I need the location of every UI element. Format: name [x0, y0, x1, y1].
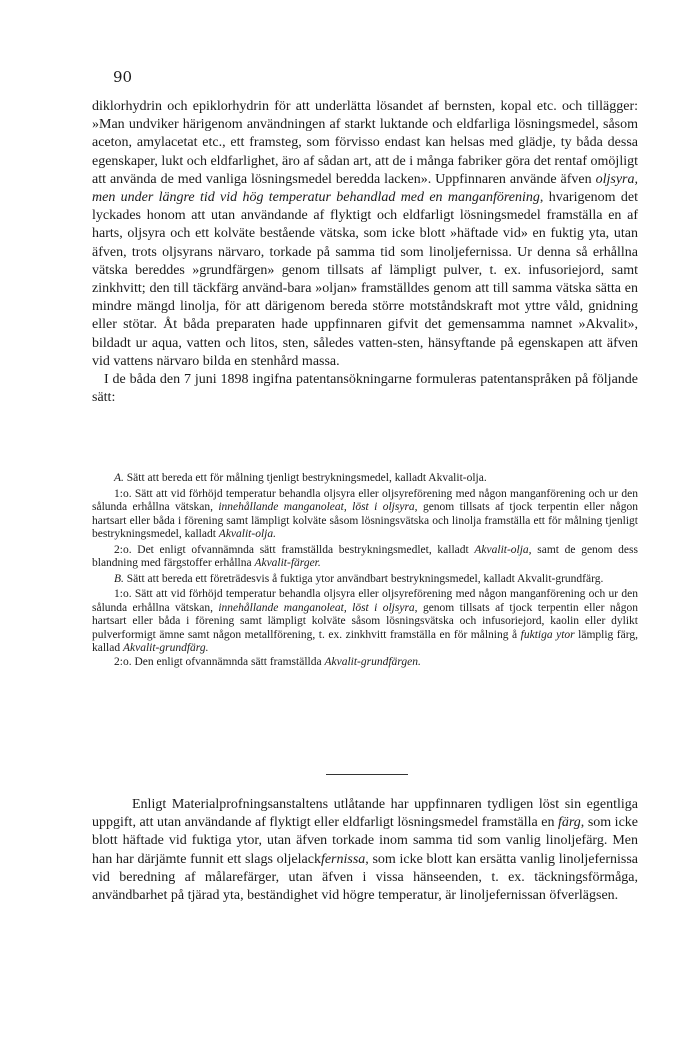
paragraph-closing: Enligt Materialprofningsanstaltens utlåtande har uppfinnaren tydligen löst sin egentliga uppgift, att utan användande af flyktigt eller eldfarligt lösningsmedel framställa en färg, som icke blott häftade vid fuktiga ytor, utan äfven torkade inom samma tid som vanlig linoljefärg. Men han har därjämte funnit ett slags oljelackfernissa, som icke blott kan ersätta vanlig linoljefernissa vid beredning af målarefärger, utan äfven i vissa hänseenden, t. ex. täckningsförmåga, användbarhet på tjärad yta, beständighet vid högre temperatur, är linoljefernissan öfverlägsen. [92, 797, 638, 904]
section-divider [326, 774, 408, 775]
closing-text-block [92, 796, 638, 905]
main-text-block [92, 98, 638, 407]
claim-a-heading: A. Sätt att bereda ett för målning tjenligt bestrykningsmedel, kalladt Akvalit-olja. [114, 472, 487, 484]
claim-a-2: 2:o. Det enligt ofvannämnda sätt framställda bestrykningsmedlet, kalladt Akvalit-olja, samt de genom dess blandning med färgstoffer erhållna Akvalit-färger. [92, 543, 638, 569]
claim-a-1: 1:o. Sätt att vid förhöjd temperatur behandla oljsyra eller oljsyreförening med någon manganförening och ur den sålunda erhållna vätskan, innehållande manganoleat, löst i oljsyra, genom tillsats af tjock terpentin eller någon hartsart eller båda i förening samt lämpligt kolväte såsom lösningsvätska och linolja framställa ett för målning tjenligt bestrykningsmedel, kalladt Akvalit-olja. [92, 487, 638, 540]
page-number: 90 [113, 68, 133, 86]
claim-b-2: 2:o. Den enligt ofvannämnda sätt framställda Akvalit-grundfärgen. [114, 655, 421, 668]
patent-claims [92, 472, 638, 669]
claim-b-heading: B. Sätt att bereda ett företrädesvis å fuktiga ytor användbart bestrykningsmedel, kalladt Akvalit-grundfärg. [114, 572, 604, 585]
claim-b-1: 1:o. Sätt att vid förhöjd temperatur behandla oljsyra eller oljsyreförening med någon manganförening och ur den sålunda erhållna vätskan, innehållande manganoleat, löst i oljsyra, genom tillsats af tjock terpentin eller någon hartsart eller båda i förening samt lämpligt kolväte såsom lösningsvätska och infusoriejord, kaolin eller dylikt pulverformigt ämne samt någon metallförening, t. ex. zinkhvitt framställa en för målning å fuktiga ytor lämplig färg, kallad Akvalit-grundfärg. [92, 588, 638, 654]
paragraph-continued: diklorhydrin och epiklorhydrin för att underlätta lösandet af bernsten, kopal etc. och tillägger: »Man undviker härigenom användningen af starkt luktande och eldfarliga lösningsmedel, såsom aceton, amylacetat etc., ett framsteg, som förvisso endast kan helsas med glädje, ty båda dessa egenskaper, lukt och eldfarlighet, äro af sådan art, att de i många fabriker göra det rentaf omöjligt att använda de med vanliga lösningsmedel beredda lacken». Uppfinnaren använde äfven oljsyra, men under längre tid vid hög temperatur behandlad med en manganförening, hvarigenom det lyckades honom att utan användande af flyktigt och eldfarligt lösningsmedel framställa en af harts, oljsyra och ett kolväte bestående vätska, som icke blott »häftade vid» en fuktig yta, utan äfven, trots oljsyrans närvaro, torkade på samma tid som linoljefernissa. Ur denna så erhållna vätska bereddes »grundfärgen» genom tillsats af lämpligt pulver, t. ex. infusoriejord, samt zinkhvitt; den till täckfärg använd-bara »oljan» framställdes genom att till samma vätska sätta en mindre mängd linolja, för att därigenom bereda större motståndskraft mot yttre våld, gnidning eller stötar. Åt båda preparaten hade uppfinnaren gifvit det gemensamma namnet »Akvalit», bildadt ur aqua, vatten och litos, sten, således vatten-sten, hänsyftande på egenskapen att äfven vid vattens närvaro bilda en stenhård massa. [92, 99, 638, 369]
paragraph-patent-intro: I de båda den 7 juni 1898 ingifna patentansökningarne formuleras patentanspråken på följande sätt: [92, 372, 638, 406]
